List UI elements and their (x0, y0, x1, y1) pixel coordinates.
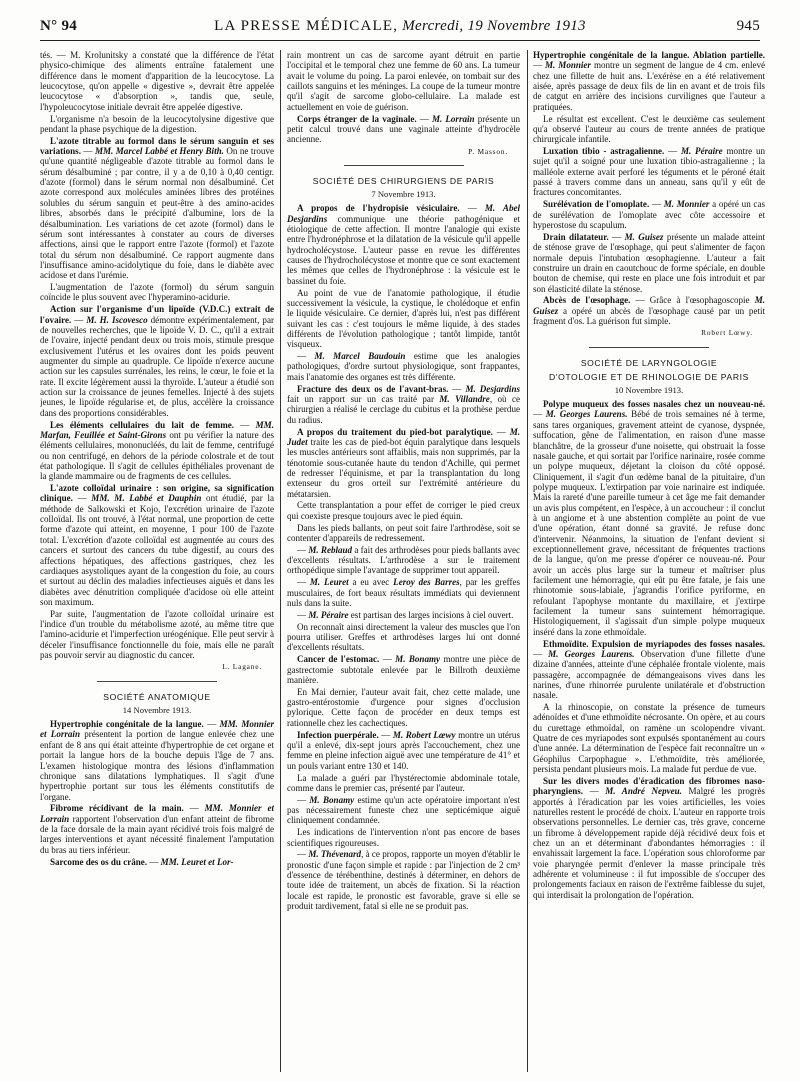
article-authors: M. H. Iscovesco (86, 314, 148, 325)
article-title: Hypertrophie congénitale de la langue. (50, 719, 204, 730)
article-paragraph: On reconnaît ainsi directement la valeur des muscles que l'on pourra utiliser. Greffes et arthrodèses larges lui ont donné d'excellents résultats. (287, 621, 520, 653)
article-text: On ne trouve qu'une quantité négligeable d'azote titrable au formol dans le sérum désalbuminé ; par contre, il y a de 0,10 à 0,40 centigr. d'azote (formol) dans le sérum normal non désalbuminé. Cet azote correspond aux molécules aminées libres des protéines solubles du sérum sanguin et peut-être à des amino-acides libres, absorbés dans le précipité d'albumine, lors de la désalbumination. Les variations de cet azote (formol) dans le sérum sont intéressantes à constater au cours de diverses affections, ainsi que le rapport entre l'azote (formol) et l'azote total du sérum non désalbuminé. Ce rapport augmente dans l'insuffisance amino-acidolytique du foie, dans le diabète avec acidose et dans l'urémie. (40, 146, 274, 281)
article-paragraph: — M. Péraire est partisan des larges incisions à ciel ouvert. (297, 609, 514, 620)
article-authors: MM. Marfan, Feuillée et Saint-Girons (40, 419, 274, 440)
article-paragraph: Abcès de l'œsophage. — Grâce à l'œsophagoscopie M. Guisez a opéré un abcès de l'œsophage causé par un petit fragment d'os. La guérison fut simple. (533, 295, 765, 327)
article-text: démontre expérimentalement, par de nouvelles recherches, que le lipoïde V. D. C., qu'il a extrait de l'ovaire, injecté pendant deux ou trois mois, stimule presque exclusivement l'utérus et les ovaires dont les poids peuvent augmenter du simple au quadruple. Ce lipoïde n'exerce aucune action sur les capsules surrénales, les reins, le cœur, le foie et la rate. Il excite légèrement aussi la thyroïde. L'auteur a étudié son action sur la croissance de jeunes femelles. Injecté à des sujets jeunes, le lipoïde régularise et, de plus, accélère la croissance dans des proportions considérables. (40, 314, 274, 418)
article-authors: M. Leuret (309, 577, 349, 588)
article-text: ont étudié, par la méthode de Salkowski et Kojo, l'excrétion urinaire de l'azote colloïdal. Ils ont trouvé, à l'état normal, une proportion de cette forme d'azote qui atteint, en moyenne, 1 pour 100 de l'azote total. L'excrétion d'azote colloïdal est augmentée au cours des cancers et surtout des cancers du tube digestif, au cours des affections hépatiques, des affections gastriques, chez les cardiaques asystoliques ayant de la congestion du foie, au cours et surtout au déclin des maladies infectieuses aiguës et dans les diabètes avec dénutrition compliquée d'acidose où elle atteint son maximum. (40, 493, 274, 607)
header-rule (40, 40, 760, 41)
article-title: Surélévation de l'omoplate. (543, 199, 650, 210)
article-authors: M. Reblaud (308, 544, 353, 555)
article-title: Cancer de l'estomac. (297, 654, 380, 665)
article-paragraph: Infection puerpérale. — M. Robert Lœwy montre un utérus qu'il a enlevé, dix-sept jours après l'accouchement, chez une femme en pleine infection aiguë avec une température de 41° et un pouls variant entre 130 et 140. (287, 729, 520, 771)
article-text: ont pu vérifier la nature des éléments cellulaires, mononucléés, du lait de femme, centrifugé ou non centrifugé, en dehors de la période colostrale et de tout état pathologique. Il s'agit de cellules épithéliales provenant de la glande mammaire ou de fragments de ces cellules. (40, 429, 274, 482)
journal-masthead (40, 18, 760, 35)
article-paragraph: Les éléments cellulaires du lait de femme. — MM. Marfan, Feuillée et Saint-Girons ont pu vérifier la nature des éléments cellulaires, mononucléés, du lait de femme, centrifugé ou non centrifugé, en dehors de la période colostrale et de tout état pathologique. Il s'agit de cellules épithéliales provenant de la glande mammaire ou de fragments de ces cellules. (40, 419, 274, 482)
section-date: 7 Novembre 1913. (371, 188, 436, 199)
section-separator (344, 165, 464, 166)
article-title: Hypertrophie congénitale de la langue. Ablation partielle. (533, 50, 765, 60)
article-paragraph: Corps étranger de la vaginale. — M. Lorrain présente un petit calcul trouvé dans une vaginale atteinte d'hydrocèle ancienne. (287, 113, 520, 145)
column-rule (280, 50, 281, 1072)
section-heading: SOCIÉTÉ DE LARYNGOLOGIE (580, 357, 718, 368)
section-heading: D'OTOLOGIE ET DE RHINOLOGIE DE PARIS (549, 371, 749, 382)
article-text: Malgré les progrès apportés à l'éradication par les voies artificielles, les voies naturelles restent le procédé de choix. L'auteur en rapporte trois observations personnelles. Le dernier cas, très grave, concerne un fibrome à développement rapide déjà récidivé deux fois et chez un an et déterminant d'abondantes hémorragies : il envahissait largement la face. L'opération sous chloroforme par voie pharyngée permit d'enlever la masse principale très adhérente et volumineuse : il fut impossible de s'occuper des prolongements faciaux en raison de l'extrême faiblesse du sujet, qui interdisait la prolongation de l'opération. (533, 786, 765, 900)
article-paragraph: Par suite, l'augmentation de l'azote colloïdal urinaire est l'indice d'un trouble du métabolisme azoté, au même titre que l'amino-acidurie et l'imperfection uréogénique. Elle peut servir à déceler l'insuffisance fonctionnelle du foie, mais elle ne paraît pas pouvoir servir au diagnostic du cancer. (40, 608, 274, 661)
section-date: 14 Novembre 1913. (122, 704, 192, 715)
article-authors: M. Judet (287, 426, 520, 447)
signature: P. Masson. (468, 146, 508, 156)
article-paragraph: Au point de vue de l'anatomie pathologique, il étudie successivement la vésicule, la cystique, le cholédoque et enfin le liquide vésiculaire. Ce dernier, d'après lui, n'est pas différent suivant les cas : c'est toujours le même liquide, à des stades différents de l'évolution pathologique ; tantôt limpide, tantôt visqueux. (287, 287, 520, 350)
article-paragraph: Fibrome récidivant de la main. — MM. Monnier et Lorrain rapportent l'observation d'un enfant atteint de fibrome de la face dorsale de la main ayant récidivé trois fois malgré de larges interventions et ayant nécessité finalement l'amputation du bras au tiers inférieur. (40, 803, 274, 855)
article-text: a opéré un cas de surélévation de l'omoplate avec côte accessoire et hyperostose du scapulum. (533, 199, 765, 230)
article-text: a opéré un abcès de l'œsophage causé par un petit fragment d'os. La guérison fut simple. (533, 305, 765, 327)
article-authors: M. Lorrain (431, 113, 475, 124)
article-authors: M. Bonamy (395, 654, 441, 665)
article-text: présentent la portion de langue enlevée chez une enfant de 8 ans qui était atteinte d'hypertrophie de cet organe et portait la langue hors de la bouche depuis l'âge de 7 ans. L'examen histologique montra des lésions d'inflammation chronique sans dilatations lymphatiques. Il s'agit d'une hypertrophie portant sur tous les éléments constitutifs de l'organe. (40, 729, 274, 802)
article-text: estime qu'un acte opératoire important n'est pas nécessairement funeste chez une septicémique aiguë cliniquement condamnée. (287, 794, 520, 826)
article-authors: M. Desjardins (465, 383, 520, 394)
article-paragraph: Hypertrophie congénitale de la langue. — MM. Monnier et Lorrain présentent la portion de langue enlevée chez une enfant de 8 ans qui était atteinte d'hypertrophie de cet organe et portait la langue hors de la bouche depuis l'âge de 7 ans. L'examen histologique montra des lésions d'inflammation chronique sans dilatations lymphatiques. Il s'agit d'une hypertrophie portant sur tous les éléments constitutifs de l'organe. (40, 719, 274, 802)
article-title: L'azote colloïdal urinaire : son origine, sa signification clinique. (40, 483, 274, 504)
section-date: 10 Novembre 1913. (614, 384, 684, 395)
article-paragraph: L'augmentation de l'azote (formol) du sérum sanguin coïncide le plus souvent avec l'hyperamino-acidurie. (40, 282, 274, 303)
article-paragraph: Hypertrophie congénitale de la langue. Ablation partielle. — M. Monnier montre un segment de langue de 4 cm. enlevé chez une fillette de huit ans. L'exérèse en a été relativement aisée, après passage de deux fils de lin en avant et de trois fils de catgut en arrière des incisions curvilignes que l'auteur a pratiquées. (533, 50, 765, 112)
section-heading: SOCIÉTÉ ANATOMIQUE (103, 691, 211, 702)
article-paragraph: Ethmoïdite. Expulsion de myriapodes des fosses nasales. — M. Georges Laurens. Observation d'une fillette d'une dizaine d'années, atteinte d'une céphalée frontale violente, mais passagère, accompagnée de démangeaisons vives dans les narines, d'une rhinorrée purulente unilatérale et d'obstruction nasale. (533, 638, 765, 701)
article-authors: M. Guisez (533, 295, 765, 316)
article-text: présente un malade atteint de sténose grave de l'œsophage, qui peut s'alimenter de façon normale depuis l'intubation œsophagienne. L'auteur a fait construire un drain en caoutchouc de forme spéciale, en double bouton de chemise, qui reste en place une fois introduit et par son élasticité dilate la sténose. (533, 231, 765, 294)
article-text: montre un segment de langue de 4 cm. enlevé chez une fillette de huit ans. L'exérèse en a été relativement aisée, après passage de deux fils de lin en avant et de trois fils de catgut en arrière des incisions curvilignes que l'auteur a pratiquées. (533, 60, 765, 112)
article-title: Infection puerpérale. (297, 729, 379, 740)
article-text: Observation d'une fillette d'une dizaine d'années, atteinte d'une céphalée frontale violente, mais passagère, accompagnée de démangeaisons vives dans les narines, d'une rhinorrée purulente unilatérale et d'obstruction nasale. (533, 648, 765, 701)
article-title: Ethmoïdite. Expulsion de myriapodes des fosses nasales. (543, 638, 765, 649)
article-paragraph: Le résultat est excellent. C'est le deuxième cas seulement qu'a observé l'auteur au cours de trente années de pratique chirurgicale infantile. (533, 113, 765, 145)
article-paragraph: Cette transplantation a pour effet de corriger le pied creux qui coexiste presque toujours avec le pied équin. (287, 500, 520, 521)
article-authors: M. Villandre (439, 393, 490, 404)
article-authors: M. Bonamy (309, 794, 355, 805)
article-paragraph: Action sur l'organisme d'un lipoïde (V.D.C.) extrait de l'ovaire. — M. H. Iscovesco démontre expérimentalement, par de nouvelles recherches, que le lipoïde V. D. C., qu'il a extrait de l'ovaire, injecté pendant deux ou trois mois, stimule presque exclusivement l'utérus et les ovaires dont les poids peuvent augmenter du simple au quadruple. Ce lipoïde n'exerce aucune action sur les capsules surrénales, les reins, le cœur, le foie et la rate. Il excite légèrement aussi la thyroïde. L'auteur a étudié son action sur la croissance de jeunes femelles. Injecté à des sujets jeunes, le lipoïde régularise et, de plus, accélère la croissance dans des proportions considérables. (40, 304, 274, 418)
article-paragraph: — M. Reblaud a fait des arthrodèses pour pieds ballants avec d'excellents résultats. L'arthrodèse a sur le traitement orthopédique simple l'avantage de supprimer tout appareil. (287, 544, 520, 576)
article-authors: M. Péraire (680, 146, 723, 157)
article-title: Sur les divers modes d'éradication des fibromes naso-pharyngiens. (533, 776, 765, 797)
article-text: montre un sujet qu'il a soigné pour une luxation tibio-astragalienne ; la malléole externe avait perforé les téguments et le péroné était passé à travers comme dans un anneau, sans qu'il y eût de fractures concomitantes. (533, 146, 765, 198)
article-title: Les éléments cellulaires du lait de femme. (50, 419, 235, 430)
article-authors: M. Georges Laurens. (548, 648, 635, 659)
article-paragraph: L'azote titrable au formol dans le sérum sanguin et ses variations. — MM. Marcel Labbé et Henry Bith. On ne trouve qu'une quantité négligeable d'azote titrable au formol dans le sérum désalbuminé ; par contre, il y a de 0,10 à 0,40 centigr. d'azote (formol) dans le sérum normal non désalbuminé. Cet azote correspond aux molécules aminées libres des protéines solubles du sérum sanguin et peut-être à des amino-acides libres, absorbés dans le précipité d'albumine, lors de la désalbumination. Les variations de cet azote (formol) dans le sérum sont intéressantes à constater au cours de diverses affections, ainsi que le rapport entre l'azote (formol) et l'azote total du sérum non désalbuminé. Ce rapport augmente dans l'insuffisance amino-acidolytique du foie, dans le diabète avec acidose et dans l'urémie. (40, 135, 274, 281)
article-authors: M. Monnier (545, 60, 591, 71)
article-paragraph: Dans les pieds ballants, on peut soit faire l'arthrodèse, soit se contenter d'appareils de redressement. (287, 522, 520, 543)
issue-date: Mercredi, 19 Novembre 1913 (402, 18, 586, 34)
article-paragraph: En Mai dernier, l'auteur avait fait, chez cette malade, une gastro-entérostomie d'urgence pour signes d'occlusion pylorique. Cette façon de procéder en deux temps est rationnelle chez les cachectiques. (287, 686, 520, 728)
article-authors: M. Guisez (624, 231, 664, 242)
article-authors: MM. Monnier et Lorrain (40, 719, 274, 740)
journal-title: LA PRESSE MÉDICALE, (214, 18, 399, 34)
issue-number: N° 94 (40, 18, 78, 34)
page-number: 945 (736, 18, 760, 34)
article-text: traite les cas de pied-bot équin paralytique dans lesquels les muscles antérieurs sont affaiblis, mais non supprimés, par la ténotomie sous-cutanée haute du tendon d'Achille, qui permet de redresser l'équinisme, et par la transplantation du long extenseur du gros orteil sur l'extrémité antérieure du métatarsien. (287, 436, 520, 499)
article-authors: MM. Marcel Labbé et Henry Bith. (94, 146, 224, 157)
section-separator (97, 681, 217, 682)
article-paragraph: — M. Marcel Baudouin estime que les analogies pathologiques, d'ordre surtout physiologique, sont frappantes, mais l'anatomie des organes est très différente. (287, 351, 520, 382)
article-authors: M. Georges Laurens. (545, 409, 628, 420)
article-title: Action sur l'organisme d'un lipoïde (V.D.C.) extrait de l'ovaire. (40, 304, 274, 325)
article-paragraph: A la rhinoscopie, on constate la présence de tumeurs adénoïdes et d'une ethmoïdite nécrosante. On opère, et au cours du curettage ethmoïdal, on ramène un scolopendre vivant. Quatre de ces myriapodes sont expulsés spontanément au cours d'une année. La détermination de l'espèce fait reconnaître un « Géophilus Carpophague ». L'ethmoïdite, très améliorée, persista pendant plusieurs mois. La malade fut perdue de vue. (533, 702, 765, 775)
article-title: Luxation tibio - astragalienne. (543, 146, 665, 157)
article-paragraph: — M. Thévenard, à ce propos, rapporte un moyen d'établir le pronostic d'une façon simple et rapide : par l'injection de 2 cm³ d'essence de térébenthine, destinés à déterminer, en dehors de toute idée de traitement, un abcès de fixation. Si la réaction locale est rapide, le pronostic est favorable, grave si elle se produit tardivement, fatal si elle ne se produit pas. (287, 849, 520, 912)
signature: Robert Lœwy. (701, 328, 753, 338)
article-title: L'azote titrable au formol dans le sérum sanguin et ses variations. (40, 135, 274, 157)
article-paragraph: L'organisme n'a besoin de la leucocytolysine digestive que pendant la phase psychique de la digestion. (40, 113, 274, 134)
article-title: Sarcome des os du crâne. (50, 856, 148, 867)
section-separator (589, 347, 709, 348)
article-paragraph: La malade a guéri par l'hystérectomie abdominale totale, comme dans le premier cas, présenté par l'auteur. (287, 772, 520, 793)
article-paragraph: L'azote colloïdal urinaire : son origine, sa signification clinique. — MM. M. Labbé et Dauphin ont étudié, par la méthode de Salkowski et Kojo, l'excrétion urinaire de l'azote colloïdal. Ils ont trouvé, à l'état normal, une proportion de cette forme d'azote qui atteint, en moyenne, 1 pour 100 de l'azote total. L'excrétion d'azote colloïdal est augmentée au cours des cancers et surtout des cancers du tube digestif, au cours des affections hépatiques, des affections gastriques, chez les cardiaques asystoliques ayant de la congestion du foie, au cours et surtout au déclin des maladies infectieuses aiguës et dans les diabètes avec dénutrition compliquée d'acidose où elle atteint son maximum. (40, 483, 274, 607)
column-1 (40, 50, 274, 1076)
article-paragraph: A propos du traitement du pied-bot paralytique. — M. Judet traite les cas de pied-bot équin paralytique dans lesquels les muscles antérieurs sont affaiblis, mais non supprimés, par la ténotomie sous-cutanée haute du tendon d'Achille, qui permet de redresser l'équinisme, et par la transplantation du long extenseur du gros orteil sur l'extrémité antérieure du métatarsien. (287, 426, 520, 499)
article-text: est partisan des larges incisions à ciel ouvert. (350, 609, 514, 620)
article-text: fait un rapport sur un cas traité par (287, 393, 434, 404)
article-paragraph: Drain dilatateur. — M. Guisez présente un malade atteint de sténose grave de l'œsophage, qui peut s'alimenter de façon normale depuis l'intubation œsophagienne. L'auteur a fait construire un drain en caoutchouc de forme spéciale, en double bouton de chemise, qui reste en place une fois introduit et par son élasticité dilate la sténose. (533, 231, 765, 294)
article-text: tés. — M. Krolunitsky a constaté que la différence de l'état physico-chimique des aliments entraîne fatalement une différence dans le moment d'apparition de la leucocytose. La leucocytose, qu'on appelle « digestive », devrait être appelée leucocytose « d'absorption », tandis que, seule, l'hypoleucocytose initiale devrait être appelée digestive. (40, 50, 274, 112)
article-text: rapportent l'observation d'un enfant atteint de fibrome de la face dorsale de la main ayant récidivé trois fois malgré de larges interventions et ayant nécessité finalement l'amputation du bras au tiers inférieur. (40, 813, 274, 855)
article-title: A propos de l'hydropisie vésiculaire. (297, 203, 460, 214)
article-text: Grâce à l'œsophagoscopie (649, 295, 750, 306)
article-title: Fibrome récidivant de la main. (50, 803, 184, 814)
article-text: présente un petit calcul trouvé dans une vaginale atteinte d'hydrocèle ancienne. (287, 113, 520, 145)
article-authors: M. Péraire (308, 609, 349, 620)
article-text: a eu avec (352, 577, 390, 588)
article-paragraph: — M. Leuret a eu avec Leroy des Barres, par les greffes musculaires, de fort beaux résultats immédiats qui deviennent nuls dans la suite. (287, 577, 520, 608)
article-text: montre une pièce de gastrectomie subtotale enlevée par le Billroth deuxième manière. (287, 654, 520, 685)
article-paragraph: Polype muqueux des fosses nasales chez un nouveau-né. — M. Georges Laurens. Bébé de trois semaines né à terme, sans tares organiques, gravement atteint de cyanose, dyspnée, suffocation, gêne de l'alimentation, en raison d'une masse blanchâtre, de la grosseur d'une noisette, qui obstruait la fosse nasale gauche, et qui sortait par l'orifice narinaire, rosée comme un polype muqueux, déjetant la cloison du côté opposé. Cliniquement, il s'agit d'un œdème banal de la pituitaire, d'un polype muqueux. L'extirpation par voie narinaire est indiquée. Mais la rareté d'une pareille tumeur à cet âge me fait demander un avis plus compétent, en l'espèce, à un accoucheur : il conclut à un angiome et à une abstention complète au point de vue d'une opération, étant donné sa gravité. Je refuse donc d'intervenir. Néanmoins, la situation de l'enfant devient si exceptionnellement grave, nécessitant de fréquentes tractions de la langue, qu'on me presse d'opérer ce nouveau-né. Pour avoir un accès plus large sur la tumeur et maîtriser plus facilement une hémorragie, qui eût pu être fatale, je fais une rhinotomie sous-labiale, j'agrandis l'orifice pyriforme, en refoulant l'apophyse montante du maxillaire, et j'extirpe facilement la tumeur sans suintement hémorragique. Histologiquement, il s'agissait d'un simple polype muqueux inséré dans la zone ethmoïdale. (533, 399, 765, 637)
article-paragraph: rain montrent un cas de sarcome ayant détruit en partie l'occipital et le temporal chez une femme de 60 ans. La tumeur avait le volume du poing. La paroi enlevée, on tombait sur des caillots sanguins et les méninges. La coupe de la tumeur montre qu'il s'agit de sarcome globo-cellulaire. La malade est actuellement en voie de guérison. (287, 50, 520, 112)
article-text: communique une théorie pathogénique et étiologique de cette affection. Il montre l'analogie qui existe entre l'hydronéphrose et la dilatation de la vésicule qu'il appelle hydrocholécystose. L'auteur passe en revue les différentes causes de l'hydrocholécystose et montre que ce sont exactement les mêmes que celles de l'hydronéphrose : la vésicule est le bassinet du foie. (287, 213, 520, 286)
article-authors: M. André Nepveu. (605, 786, 682, 797)
article-authors: MM. Leuret et Lor- (160, 856, 234, 867)
article-text: montre un utérus qu'il a enlevé, dix-sept jours après l'accouchement, chez une femme en pleine infection aiguë avec une température de 41° et un pouls variant entre 130 et 140. (287, 729, 520, 771)
column-rule (527, 50, 528, 1072)
article-title: Corps étranger de la vaginale. (297, 113, 417, 124)
article-authors: M. Abel Desjardins (287, 203, 520, 224)
article-paragraph: — M. Bonamy estime qu'un acte opératoire important n'est pas nécessairement funeste chez une septicémique aiguë cliniquement condamnée. (287, 794, 520, 826)
article-title: A propos du traitement du pied-bot paralytique. (297, 426, 493, 437)
article-authors: MM. Monnier et Lorrain (40, 803, 274, 824)
section-heading: SOCIÉTÉ DES CHIRURGIENS DE PARIS (312, 175, 495, 186)
article-authors: Leroy des Barres (393, 577, 460, 588)
column-3 (533, 50, 765, 1076)
article-text: , par les greffes musculaires, de fort beaux résultats immédiats qui deviennent nuls dans la suite. (287, 577, 520, 608)
article-authors: MM. M. Labbé et Dauphin (91, 493, 202, 504)
article-title: Drain dilatateur. (543, 231, 609, 242)
article-title: Polype muqueux des fosses nasales chez un nouveau-né. (543, 399, 765, 410)
article-title: Fracture des deux os de l'avant-bras. (297, 383, 449, 394)
article-text: , à ce propos, rapporte un moyen d'établir le pronostic d'une façon simple et rapide : par l'injection de 2 cm³ d'essence de térébenthine, destinés à déterminer, en dehors de toute idée de traitement, un abcès de fixation. Si la réaction locale est rapide, le pronostic est favorable, grave si elle se produit tardivement, fatal si elle ne se produit pas. (287, 849, 520, 912)
article-paragraph: Surélévation de l'omoplate. — M. Monnier a opéré un cas de surélévation de l'omoplate avec côte accessoire et hyperostose du scapulum. (533, 199, 765, 230)
signature: L. Lagane. (222, 662, 262, 672)
article-title: Abcès de l'œsophage. (543, 295, 631, 306)
article-paragraph: Sur les divers modes d'éradication des fibromes naso-pharyngiens. — M. André Nepveu. Malgré les progrès apportés à l'éradication par les voies artificielles, les voies naturelles restent le procédé de choix. L'auteur en rapporte trois observations personnelles. Le dernier cas, très grave, concerne un fibrome à développement rapide déjà récidivé deux fois et chez un an et déterminant d'abondantes hémorragies : il envahissait largement la face. L'opération sous chloroforme par voie pharyngée permit d'enlever la masse principale très adhérente et volumineuse : il fut impossible de s'occuper des prolongements faciaux en raison de l'extrême faiblesse du sujet, qui interdisait la prolongation de l'opération. (533, 776, 765, 900)
column-2 (287, 50, 520, 1076)
article-authors: M. Robert Lœwy (392, 729, 456, 740)
page-header (40, 14, 760, 38)
article-text: a fait des arthrodèses pour pieds ballants avec d'excellents résultats. L'arthrodèse a sur le traitement orthopédique simple l'avantage de supprimer tout appareil. (287, 544, 520, 576)
article-authors: M. Thévenard (308, 849, 362, 860)
article-paragraph (40, 50, 274, 112)
article-text: Bébé de trois semaines né à terme, sans tares organiques, gravement atteint de cyanose, dyspnée, suffocation, gêne de l'alimentation, en raison d'une masse blanchâtre, de la grosseur d'une noisette, qui obstruait la fosse nasale gauche, et qui sortait par l'orifice narinaire, rosée comme un polype muqueux, déjetant la cloison du côté opposé. Cliniquement, il s'agit d'un œdème banal de la pituitaire, d'un polype muqueux. L'extirpation par voie narinaire est indiquée. Mais la rareté d'une pareille tumeur à cet âge me fait demander un avis plus compétent, en l'espèce, à un accoucheur : il conclut à un angiome et à une abstention complète au point de vue d'une opération, étant donné sa gravité. Je refuse donc d'intervenir. Néanmoins, la situation de l'enfant devient si exceptionnellement grave, nécessitant de fréquentes tractions de la langue, qu'on me presse d'opérer ce nouveau-né. Pour avoir un accès plus large sur la tumeur et maîtriser plus facilement une hémorragie, qui eût pu être fatale, je fais une rhinotomie sous-labiale, j'agrandis l'orifice pyriforme, en refoulant l'apophyse montante du maxillaire, et j'extirpe facilement la tumeur sans suintement hémorragique. Histologiquement, il s'agissait d'un simple polype muqueux inséré dans la zone ethmoïdale. (533, 409, 765, 637)
article-paragraph: A propos de l'hydropisie vésiculaire. — M. Abel Desjardins communique une théorie pathogénique et étiologique de cette affection. Il montre l'analogie qui existe entre l'hydronéphrose et la dilatation de la vésicule qu'il appelle hydrocholécystose. L'auteur passe en revue les différentes causes de l'hydrocholécystose et montre que ce sont exactement les mêmes que celles de l'hydronéphrose : la vésicule est le bassinet du foie. (287, 203, 520, 286)
article-paragraph: Cancer de l'estomac. — M. Bonamy montre une pièce de gastrectomie subtotale enlevée par le Billroth deuxième manière. (287, 654, 520, 685)
article-authors: M. Marcel Baudouin (314, 351, 406, 362)
article-paragraph: Fracture des deux os de l'avant-bras. — M. Desjardins fait un rapport sur un cas traité par M. Villandre, où ce chirurgien a réalisé le cerclage du cubitus et la prothèse perdue du radius. (287, 383, 520, 425)
article-paragraph: Sarcome des os du crâne. — MM. Leuret et Lor- (50, 856, 234, 867)
article-authors: M. Monnier (663, 199, 710, 210)
article-text: estime que les analogies pathologiques, d'ordre surtout physiologique, sont frappantes, mais l'anatomie des organes est très différente. (287, 351, 520, 382)
article-paragraph: Luxation tibio - astragalienne. — M. Péraire montre un sujet qu'il a soigné pour une luxation tibio-astragalienne ; la malléole externe avait perforé les téguments et le péroné était passé à travers comme dans un anneau, sans qu'il y eût de fractures concomitantes. (533, 146, 765, 198)
article-paragraph: Les indications de l'intervention n'ont pas encore de bases scientifiques rigoureuses. (287, 827, 520, 848)
article-text: , où ce chirurgien a réalisé le cerclage du cubitus et la prothèse perdue du radius. (287, 393, 520, 425)
